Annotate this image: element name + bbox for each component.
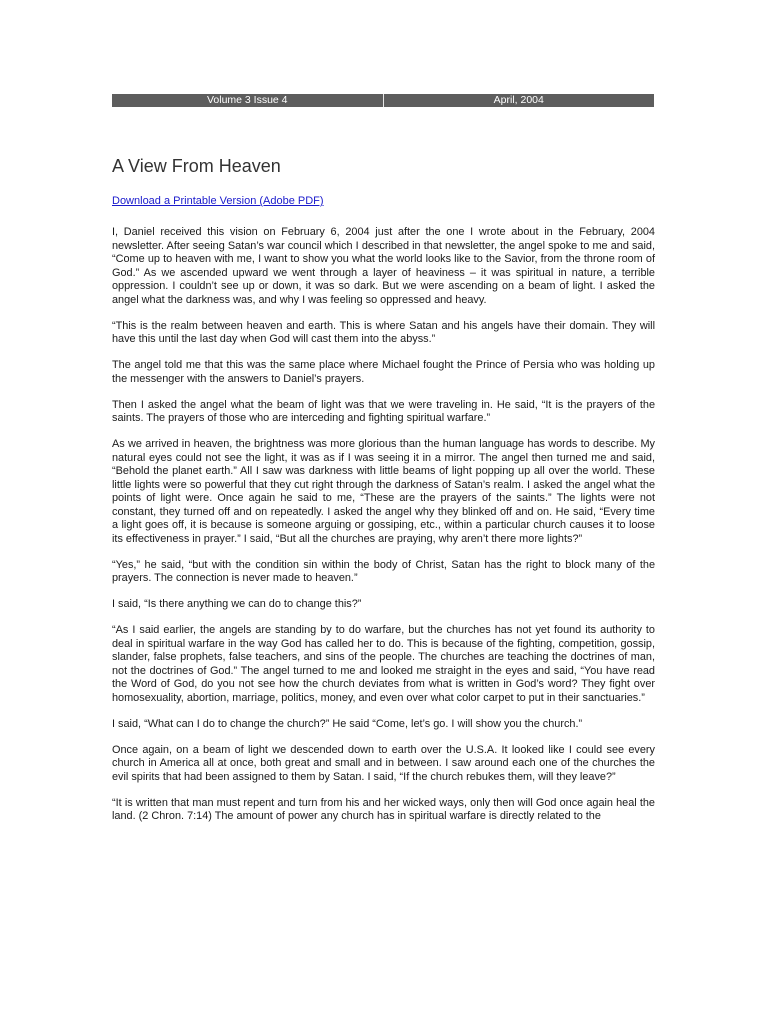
article-paragraph: “This is the realm between heaven and earth. This is where Satan and his angels have their domain. They will have this until the last day when God will cast them into the abyss.” (112, 319, 655, 345)
download-pdf-link[interactable]: Download a Printable Version (Adobe PDF) (112, 195, 324, 207)
article-paragraph: Then I asked the angel what the beam of light was that we were traveling in. He said, “It is the prayers of the saints. The prayers of those who are interceding and fighting spiritual warfare.” (112, 398, 655, 424)
article-paragraph: As we arrived in heaven, the brightness was more glorious than the human language has words to describe. My natural eyes could not see the light, it was as if I was seeing it in a mirror. The angel then turned me and said, “Behold the planet earth.” All I saw was darkness with little beams of light popping up all over the world. These little lights were so powerful that they cut right through the darkness of Satan’s realm. I asked the angel what the points of light were. Once again he said to me, “These are the prayers of the saints.” The lights were not constant, they turned off and on repeatedly. I asked the angel why they blinked off and on. He said, “Every time a light goes off, it is because is someone arguing or gossiping, etc., within a particular church causes it to loose its effectiveness in prayer.” I said, “But all the churches are praying, why aren’t there more lights?” (112, 438, 655, 545)
article-paragraph: “As I said earlier, the angels are standing by to do warfare, but the churches has not yet found its authority to deal in spiritual warfare in the way God has called her to do. This is because of the fighting, competition, gossip, slander, false prophets, false teachers, and sins of the people. The churches are teaching the doctrines of man, not the doctrines of God.” The angel turned to me and looked me straight in the eyes and said, “You have read the Word of God, do you not see how the church deviates from what is written in God’s word? They fight over homosexuality, abortion, marriage, politics, money, and even over what color carpet to put in their sanctuaries.” (112, 624, 655, 704)
article-paragraph: I said, “What can I do to change the church?” He said “Come, let’s go. I will show you the church.” (112, 717, 583, 730)
article-title: A View From Heaven (112, 156, 281, 176)
article-paragraph: Once again, on a beam of light we descended down to earth over the U.S.A. It looked like I could see every church in America all at once, both great and small and in between. I saw around each one of the churches the evil spirits that had been assigned to them by Satan. I said, “If the church rebukes them, will they leave?” (112, 743, 655, 783)
issue-date-label: April, 2004 (493, 94, 544, 106)
article-paragraph: I said, “Is there anything we can do to change this?” (112, 598, 362, 610)
article-body (112, 226, 655, 836)
article-paragraph: “It is written that man must repent and turn from his and her wicked ways, only then will God once again heal the land. (2 Chron. 7:14) The amount of power any church has in spiritual warfare is directly related to the (112, 796, 655, 822)
article-paragraph: “Yes,” he said, “but with the condition sin within the body of Christ, Satan has the right to block many of the prayers. The connection is never made to heaven.” (112, 558, 655, 584)
article-paragraph: I, Daniel received this vision on February 6, 2004 just after the one I wrote about in the February, 2004 newsletter. After seeing Satan’s war council which I described in that newsletter, the angel spoke to me and said, “Come up to heaven with me, I want to show you what the world looks like to the Savior, from the throne room of God.” As we ascended upward we went through a layer of heaviness – it was spiritual in nature, a terrible oppression. I couldn’t see up or down, it was so dark. But we were ascending on a beam of light. I asked the angel what the darkness was, and why I was feeling so oppressed and heavy. (112, 226, 655, 306)
volume-issue-label: Volume 3 Issue 4 (206, 94, 288, 106)
article-paragraph: The angel told me that this was the same place where Michael fought the Prince of Persia who was holding up the messenger with the answers to Daniel’s prayers. (112, 359, 655, 385)
issue-header-bar (112, 94, 654, 107)
